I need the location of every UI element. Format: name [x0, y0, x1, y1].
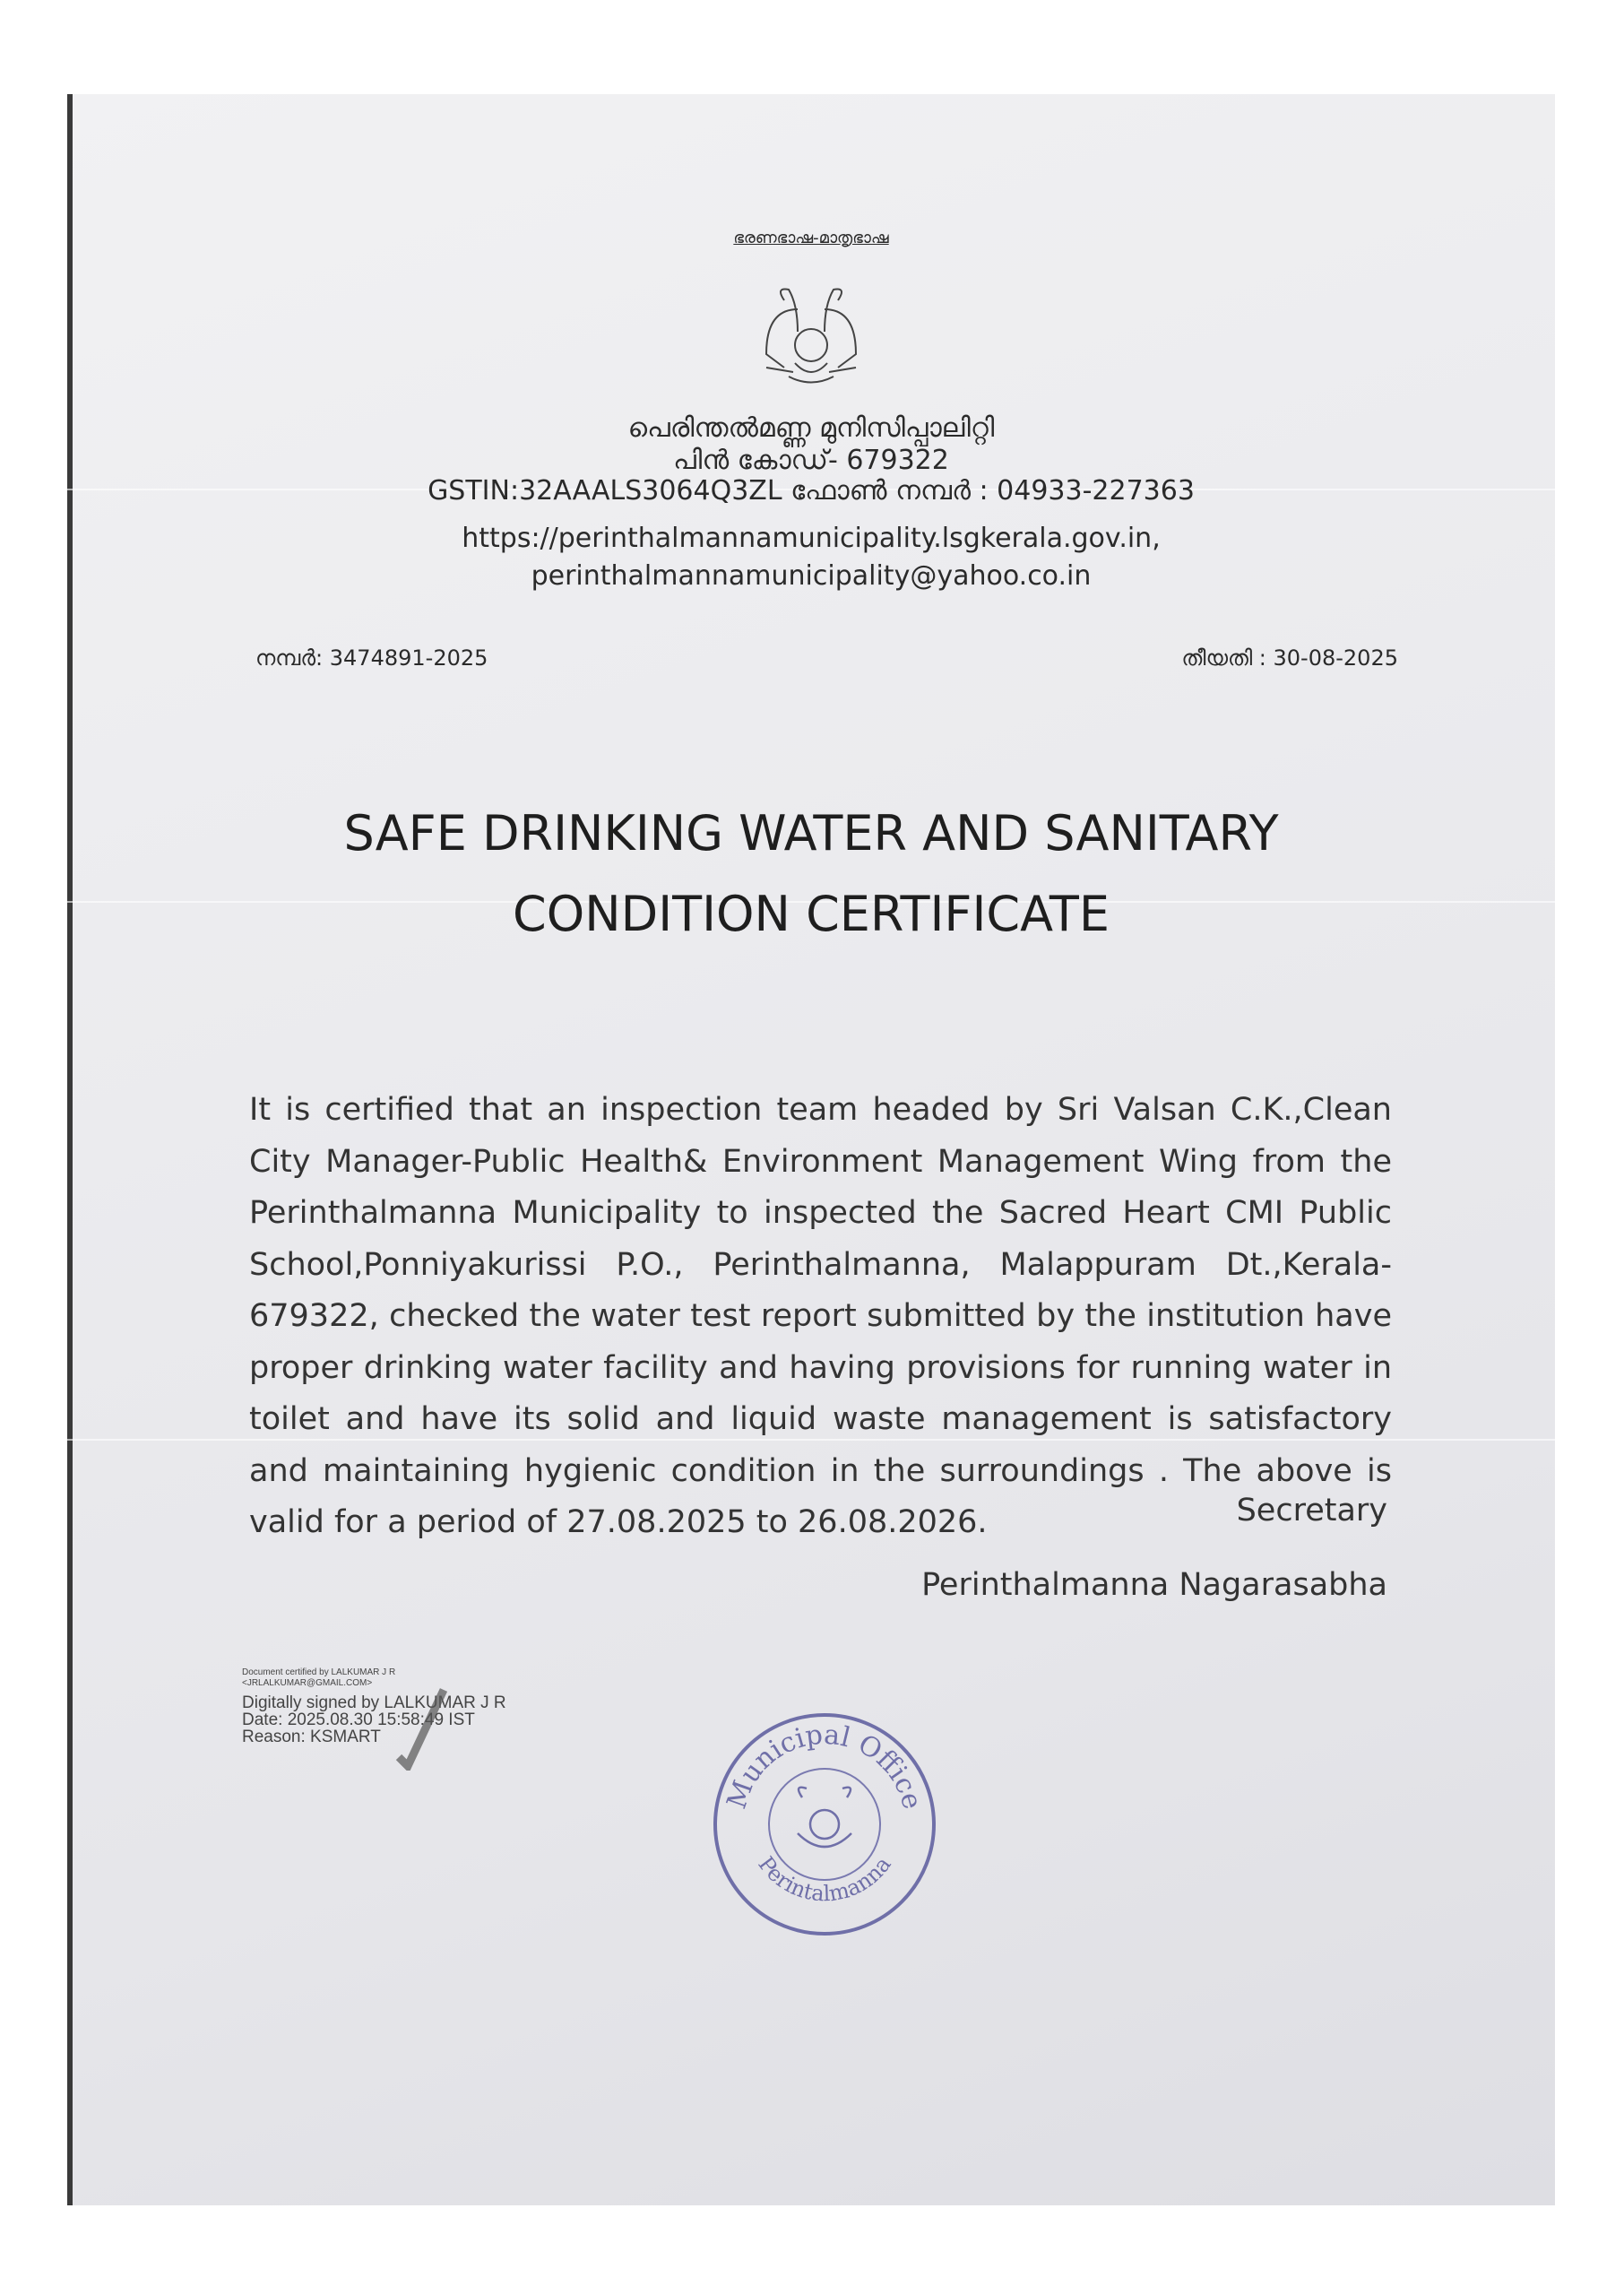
website-link: https://perinthalmannamunicipality.lsgkerala.gov.in,: [462, 523, 1161, 554]
reference-number: നമ്പർ: 3474891-2025: [255, 645, 488, 671]
pin-code: പിൻ കോഡ്- 679322: [673, 445, 949, 476]
seal-text-bottom: Perintalmanna: [753, 1851, 896, 1907]
municipal-office-seal: [708, 1708, 941, 1941]
signed-by: Digitally signed by LALKUMAR J R: [242, 1693, 506, 1712]
email-address: perinthalmannamunicipality@yahoo.co.in: [531, 560, 1092, 592]
issue-date: തീയതി : 30-08-2025: [1181, 645, 1398, 671]
certified-by: Document certified by LALKUMAR J R: [242, 1667, 396, 1677]
title-line-2: CONDITION CERTIFICATE: [513, 886, 1110, 942]
certificate-paper: [67, 94, 1555, 2205]
header-motto: ഭരണഭാഷ-മാതൃഭാഷ: [733, 229, 889, 247]
municipality-name-text: പെരിന്തൽമണ്ണ മുനിസിപ്പാലിറ്റി: [627, 412, 995, 444]
contact-info: [67, 520, 1555, 595]
seal-text-top: Municipal Office: [721, 1719, 929, 1814]
certificate-body: It is certified that an inspection team headed by Sri Valsan C.K.,Clean City Manager-Public Health& Environment Management Wing from the Perinthalmanna Municipality to inspected the Sacred Heart CMI Public School,Ponniyakurissi P.O., Perinthalmanna, Malappuram Dt.,Kerala-679322, checked the water test report submitted by the institution have proper drinking water facility and having provisions for running water in toilet and have its solid and liquid waste management is satisfactory and maintaining hygienic condition in the surroundings . The above is valid for a period of 27.08.2025 to 26.08.2026.: [249, 1092, 1392, 1540]
gstin-phone: GSTIN:32AAALS3064Q3ZL ഫോൺ നമ്പർ : 04933-227363: [428, 475, 1195, 507]
signature-check-icon: [394, 1681, 448, 1771]
digital-signature-block: [242, 1667, 506, 1745]
certified-email: <JRLALKUMAR@GMAIL.COM>: [242, 1678, 373, 1688]
signatory-designation: Secretary: [1236, 1493, 1387, 1529]
certificate-title: [67, 793, 1555, 955]
signature-date: Date: 2025.08.30 15:58:49 IST: [242, 1710, 475, 1729]
svg-text:Municipal Office: [721, 1719, 929, 1813]
signature-reason: Reason: KSMART: [242, 1728, 381, 1746]
state-emblem-icon: [748, 282, 874, 390]
municipality-name: [67, 412, 1555, 477]
signatory-office: Perinthalmanna Nagarasabha: [921, 1567, 1387, 1603]
title-line-1: SAFE DRINKING WATER AND SANITARY: [343, 805, 1279, 862]
